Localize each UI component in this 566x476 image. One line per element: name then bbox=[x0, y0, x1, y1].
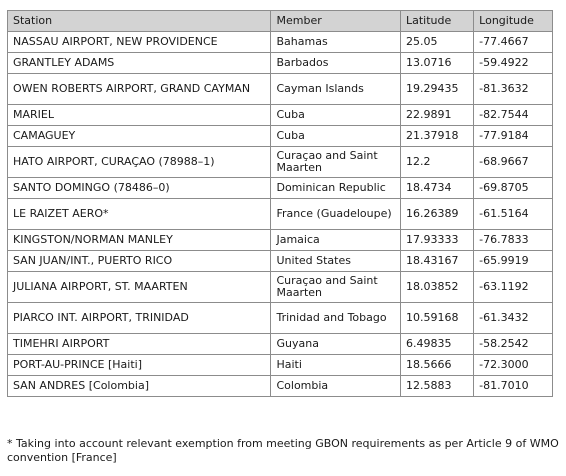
latitude-cell: 10.59168 bbox=[400, 303, 473, 334]
station-cell: MARIEL bbox=[8, 105, 271, 126]
latitude-cell: 16.26389 bbox=[400, 199, 473, 230]
station-cell: CAMAGUEY bbox=[8, 126, 271, 147]
latitude-cell: 12.2 bbox=[400, 147, 473, 178]
longitude-cell: -77.9184 bbox=[474, 126, 553, 147]
station-cell: SANTO DOMINGO (78486–0) bbox=[8, 178, 271, 199]
member-cell: Cuba bbox=[271, 126, 400, 147]
latitude-cell: 18.43167 bbox=[400, 251, 473, 272]
latitude-cell: 18.4734 bbox=[400, 178, 473, 199]
table-row bbox=[8, 126, 553, 147]
stations-table bbox=[7, 10, 553, 397]
station-cell: HATO AIRPORT, CURAÇAO (78988–1) bbox=[8, 147, 271, 178]
table-row bbox=[8, 199, 553, 230]
station-cell: OWEN ROBERTS AIRPORT, GRAND CAYMAN bbox=[8, 74, 271, 105]
header-longitude: Longitude bbox=[474, 11, 553, 32]
station-cell: PIARCO INT. AIRPORT, TRINIDAD bbox=[8, 303, 271, 334]
header-member: Member bbox=[271, 11, 400, 32]
latitude-cell: 12.5883 bbox=[400, 376, 473, 397]
latitude-cell: 21.37918 bbox=[400, 126, 473, 147]
latitude-cell: 18.03852 bbox=[400, 272, 473, 303]
latitude-cell: 25.05 bbox=[400, 32, 473, 53]
latitude-cell: 18.5666 bbox=[400, 355, 473, 376]
member-cell: Curaçao and Saint Maarten bbox=[271, 272, 400, 303]
station-cell: KINGSTON/NORMAN MANLEY bbox=[8, 230, 271, 251]
latitude-cell: 19.29435 bbox=[400, 74, 473, 105]
latitude-cell: 6.49835 bbox=[400, 334, 473, 355]
station-cell: NASSAU AIRPORT, NEW PROVIDENCE bbox=[8, 32, 271, 53]
station-cell: JULIANA AIRPORT, ST. MAARTEN bbox=[8, 272, 271, 303]
longitude-cell: -81.3632 bbox=[474, 74, 553, 105]
table-header-row bbox=[8, 11, 553, 32]
footnote: * Taking into account relevant exemption from meeting GBON requirements as per Article 9 of WMO convention [France] bbox=[7, 437, 559, 464]
longitude-cell: -58.2542 bbox=[474, 334, 553, 355]
longitude-cell: -72.3000 bbox=[474, 355, 553, 376]
table-row bbox=[8, 178, 553, 199]
member-cell: France (Guadeloupe) bbox=[271, 199, 400, 230]
member-cell: Colombia bbox=[271, 376, 400, 397]
longitude-cell: -82.7544 bbox=[474, 105, 553, 126]
longitude-cell: -77.4667 bbox=[474, 32, 553, 53]
table-row bbox=[8, 303, 553, 334]
stations-table-container bbox=[7, 10, 553, 397]
table-row bbox=[8, 334, 553, 355]
member-cell: Bahamas bbox=[271, 32, 400, 53]
member-cell: Haiti bbox=[271, 355, 400, 376]
longitude-cell: -68.9667 bbox=[474, 147, 553, 178]
longitude-cell: -65.9919 bbox=[474, 251, 553, 272]
longitude-cell: -76.7833 bbox=[474, 230, 553, 251]
station-cell: PORT-AU-PRINCE [Haiti] bbox=[8, 355, 271, 376]
table-row bbox=[8, 376, 553, 397]
station-cell: TIMEHRI AIRPORT bbox=[8, 334, 271, 355]
member-cell: Cayman Islands bbox=[271, 74, 400, 105]
table-row bbox=[8, 272, 553, 303]
longitude-cell: -81.7010 bbox=[474, 376, 553, 397]
station-cell: GRANTLEY ADAMS bbox=[8, 53, 271, 74]
latitude-cell: 13.0716 bbox=[400, 53, 473, 74]
member-cell: Cuba bbox=[271, 105, 400, 126]
header-latitude: Latitude bbox=[400, 11, 473, 32]
longitude-cell: -59.4922 bbox=[474, 53, 553, 74]
member-cell: Guyana bbox=[271, 334, 400, 355]
station-cell: SAN ANDRES [Colombia] bbox=[8, 376, 271, 397]
header-station: Station bbox=[8, 11, 271, 32]
table-row bbox=[8, 105, 553, 126]
member-cell: Curaçao and Saint Maarten bbox=[271, 147, 400, 178]
table-row bbox=[8, 230, 553, 251]
station-cell: SAN JUAN/INT., PUERTO RICO bbox=[8, 251, 271, 272]
member-cell: Trinidad and Tobago bbox=[271, 303, 400, 334]
station-cell: LE RAIZET AERO* bbox=[8, 199, 271, 230]
table-row bbox=[8, 32, 553, 53]
table-row bbox=[8, 355, 553, 376]
longitude-cell: -69.8705 bbox=[474, 178, 553, 199]
longitude-cell: -63.1192 bbox=[474, 272, 553, 303]
table-row bbox=[8, 147, 553, 178]
member-cell: Jamaica bbox=[271, 230, 400, 251]
table-row bbox=[8, 74, 553, 105]
longitude-cell: -61.3432 bbox=[474, 303, 553, 334]
member-cell: United States bbox=[271, 251, 400, 272]
member-cell: Barbados bbox=[271, 53, 400, 74]
table-row bbox=[8, 53, 553, 74]
member-cell: Dominican Republic bbox=[271, 178, 400, 199]
latitude-cell: 22.9891 bbox=[400, 105, 473, 126]
table-body bbox=[8, 32, 553, 397]
table-row bbox=[8, 251, 553, 272]
longitude-cell: -61.5164 bbox=[474, 199, 553, 230]
latitude-cell: 17.93333 bbox=[400, 230, 473, 251]
